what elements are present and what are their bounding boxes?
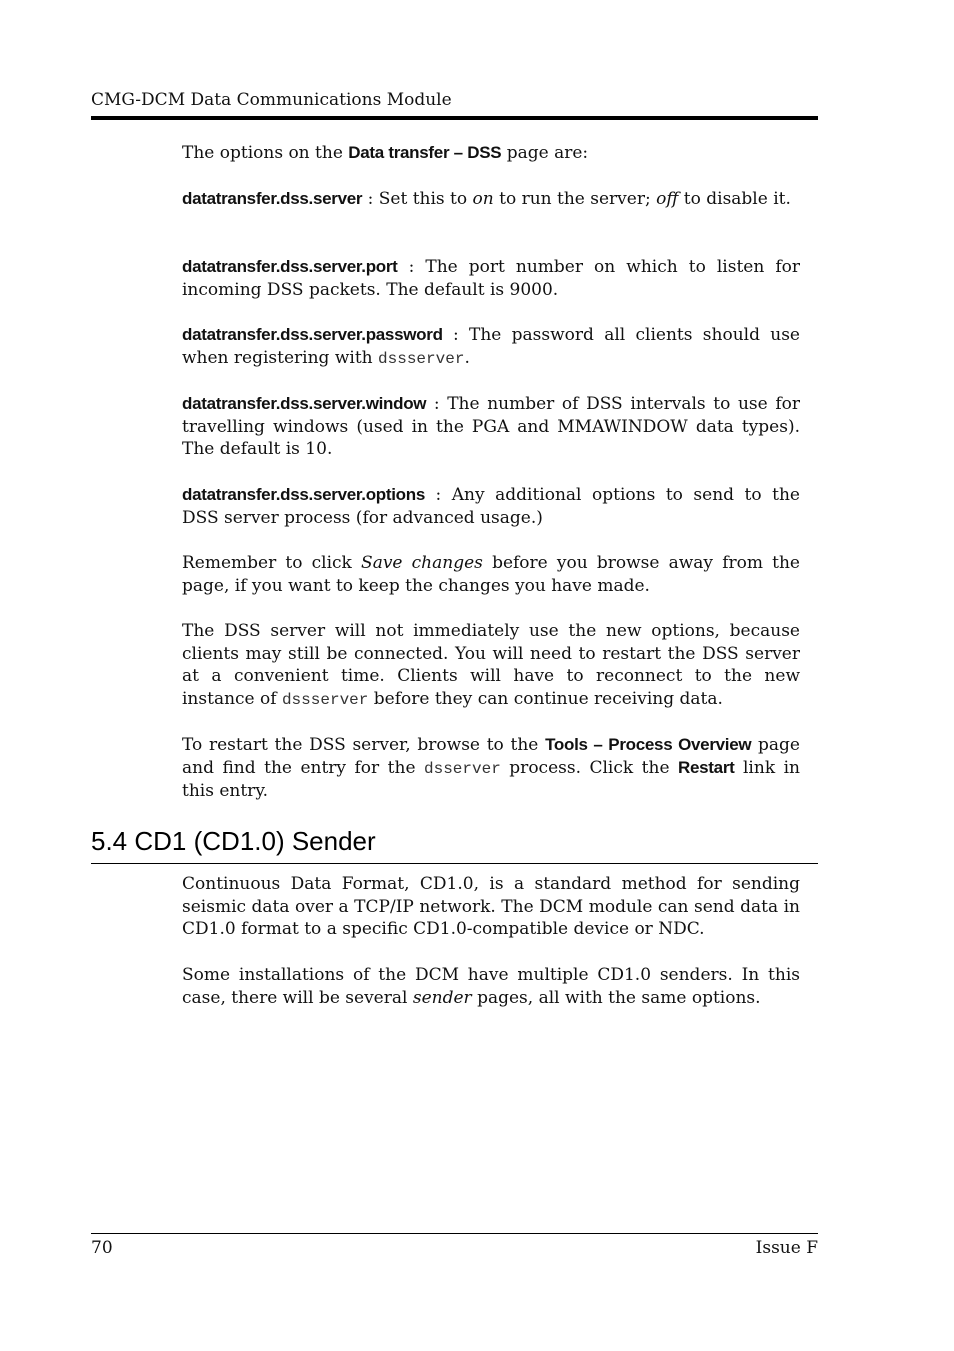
option-name: datatransfer.dss.server.window xyxy=(182,394,427,413)
option-text: to disable it. xyxy=(678,189,791,209)
option-value-off: off xyxy=(656,189,679,209)
option-name: datatransfer.dss.server.password xyxy=(182,325,443,344)
cd1-paragraph-1: Continuous Data Format, CD1.0, is a standard method for sending seismic data over a TCP/IP network. The DCM module can send data in CD1.0 format to a specific CD1.0-compatible device or NDC. xyxy=(182,874,800,940)
intro-paragraph xyxy=(182,142,800,165)
cd1-para2-post: pages, all with the same options. xyxy=(471,987,761,1008)
howto-text: page and find the entry for the xyxy=(182,735,800,778)
intro-post: page are: xyxy=(501,143,589,163)
howto-text: link in this entry. xyxy=(182,757,800,802)
howto-text: process. Click the xyxy=(500,757,679,778)
page-number: 70 xyxy=(91,1238,113,1258)
restart-note-paragraph xyxy=(182,620,800,711)
issue-label: Issue F xyxy=(755,1238,818,1258)
option-text: : Set this to xyxy=(362,189,473,209)
section-heading: 5.4 CD1 (CD1.0) Sender xyxy=(91,826,376,856)
remember-pre: Remember to click xyxy=(182,553,362,573)
option-text: : The number of DSS intervals to use for travelling windows (used in the PGA and MMAWINDOW data types). The default is 10. xyxy=(182,394,800,460)
option-text: : Any additional options to send to the DSS server process (for advanced usage.) xyxy=(182,485,800,528)
option-name: datatransfer.dss.server.port xyxy=(182,257,398,276)
save-changes-reference: Save changes xyxy=(361,553,483,573)
code-dsserver: dsserver xyxy=(424,759,501,778)
option-password-paragraph xyxy=(182,324,800,370)
sender-reference: sender xyxy=(412,987,472,1008)
option-value-on: on xyxy=(472,189,494,209)
cd1-paragraph-2 xyxy=(182,964,800,1009)
option-text: to run the server; xyxy=(493,189,657,209)
remember-paragraph xyxy=(182,552,800,597)
remember-post: before you browse away from the page, if you want to keep the changes you have made. xyxy=(182,553,800,596)
cd1-para2-pre: Some installations of the DCM have multiple CD1.0 senders. In this case, there will be several xyxy=(182,965,800,1008)
option-window-paragraph xyxy=(182,393,800,461)
option-name: datatransfer.dss.server xyxy=(182,189,363,208)
restart-link-reference: Restart xyxy=(678,757,735,777)
intro-pre: The options on the xyxy=(182,143,349,163)
howto-text: To restart the DSS server, browse to the xyxy=(182,735,546,755)
running-header: CMG-DCM Data Communications Module xyxy=(91,90,452,110)
option-text: . xyxy=(464,347,470,368)
restart-howto-paragraph xyxy=(182,734,800,803)
process-overview-reference: Tools – Process Overview xyxy=(545,735,752,754)
restart-note-post: before they can continue receiving data. xyxy=(368,688,723,709)
code-dssserver: dssserver xyxy=(281,690,369,709)
option-text: : The port number on which to listen for incoming DSS packets. The default is 9000. xyxy=(182,257,800,300)
option-port-paragraph xyxy=(182,256,800,301)
header-rule xyxy=(91,116,818,120)
option-text: : The password all clients should use when registering with xyxy=(182,325,800,368)
code-dssserver: dssserver xyxy=(378,349,465,368)
option-options-paragraph xyxy=(182,484,800,529)
option-name: datatransfer.dss.server.options xyxy=(182,485,425,504)
restart-note-pre: The DSS server will not immediately use the new options, because clients may still be connected. You will need to restart the DSS server at a convenient time. Clients will have to reconnect to the new instance of xyxy=(182,621,800,709)
intro-page-name: Data transfer – DSS xyxy=(348,143,502,162)
footer-rule xyxy=(91,1233,818,1234)
section-rule xyxy=(91,863,818,864)
option-server-paragraph xyxy=(182,188,800,211)
